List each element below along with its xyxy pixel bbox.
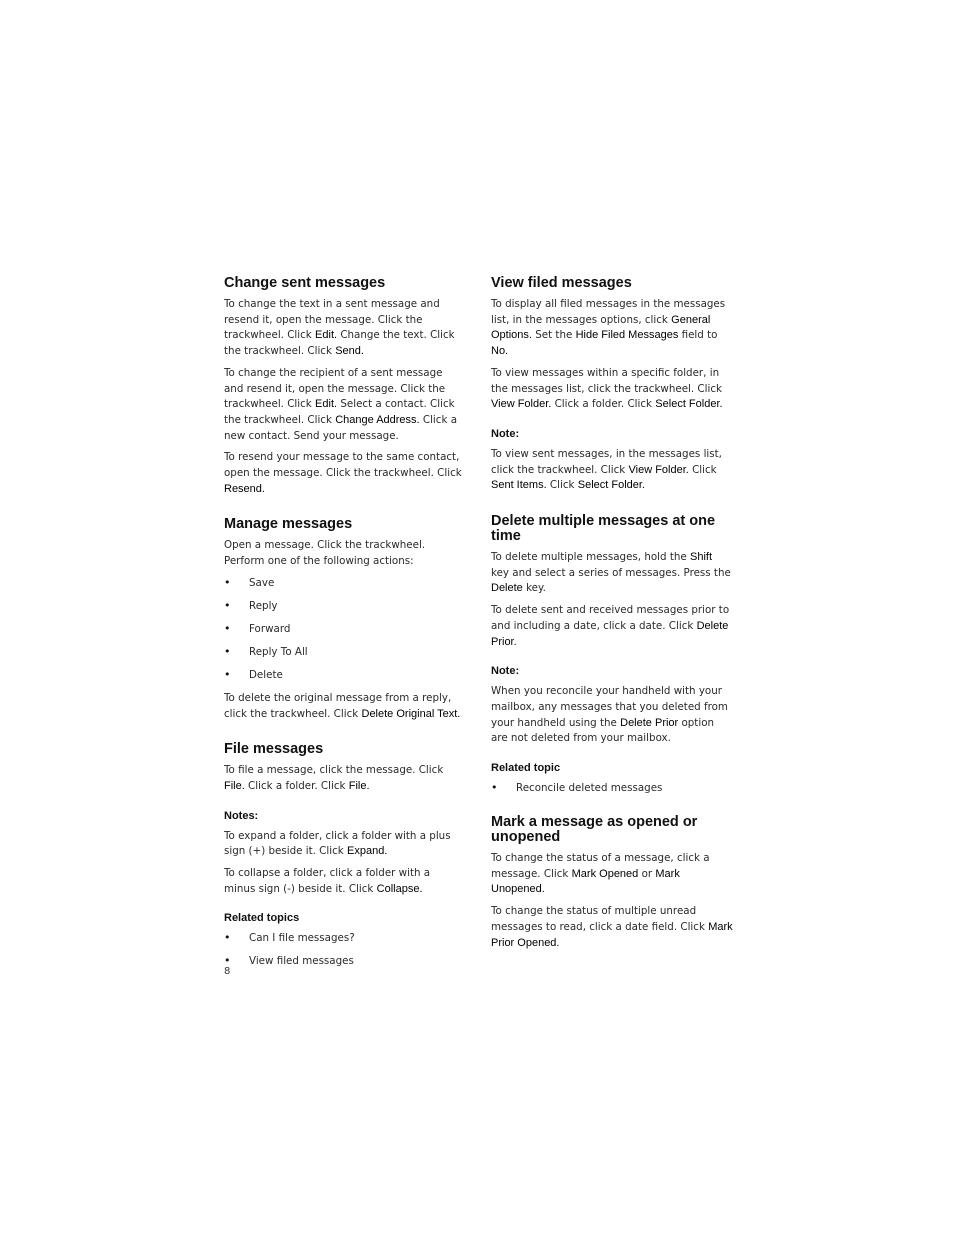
- paragraph: To file a message, click the message. Click File. Click a folder. Click File.: [224, 764, 444, 792]
- section-title: File messages: [224, 741, 324, 758]
- paragraph: To change the recipient of a sent message and resend it, open the message. Click the trackwheel. Click Edit. Select a contact. Click the trackwheel. Click Change Address. Click a new contact. Send your message.: [224, 366, 458, 442]
- related-topic-link[interactable]: • View filed messages: [224, 954, 464, 968]
- related-topic-label: Related topic: [491, 762, 561, 775]
- section-manage-messages: [224, 517, 464, 722]
- related-topic-link[interactable]: • Can I file messages?: [224, 931, 464, 945]
- page-number: 8: [224, 966, 231, 977]
- section-mark-opened-unopened: [491, 815, 733, 951]
- paragraph: To change the status of multiple unread messages to read, click a date field. Click Mark Prior Opened.: [491, 905, 733, 949]
- related-topics-list: [224, 931, 464, 968]
- paragraph: To change the status of a message, click a message. Click Mark Opened or Mark Unopened.: [491, 852, 710, 896]
- paragraph: To expand a folder, click a folder with a plus sign (+) beside it. Click Expand.: [224, 829, 451, 858]
- list-item: • Delete: [224, 668, 464, 682]
- paragraph: To view sent messages, in the messages list, click the trackwheel. Click View Folder. Click Sent Items. Click Select Folder.: [491, 447, 722, 492]
- left-column: [224, 276, 464, 988]
- related-topics-list: [491, 781, 733, 795]
- action-list: [224, 576, 464, 682]
- section-view-filed-messages: [491, 276, 733, 494]
- section-change-sent-messages: [224, 276, 464, 497]
- related-topic-link[interactable]: • Reconcile deleted messages: [491, 781, 733, 795]
- section-title: Mark a message as opened or unopened: [491, 814, 698, 846]
- related-topics-label: Related topics: [224, 912, 300, 925]
- paragraph: To delete sent and received messages prior to and including a date, click a date. Click Delete Prior.: [491, 604, 730, 648]
- section-title: Manage messages: [224, 516, 353, 533]
- paragraph: To collapse a folder, click a folder with a minus sign (-) beside it. Click Collapse.: [224, 867, 431, 895]
- paragraph: To delete the original message from a reply, click the trackwheel. Click Delete Original Text.: [224, 691, 461, 720]
- paragraph: To view messages within a specific folder, in the messages list, click the trackwheel. Click View Folder. Click a folder. Click Select Folder.: [491, 366, 723, 411]
- notes-label: Notes:: [224, 809, 259, 822]
- section-title: Delete multiple messages at one time: [491, 513, 716, 545]
- note-label: Note:: [491, 427, 520, 440]
- paragraph: To change the text in a sent message and resend it, open the message. Click the trackwheel. Click Edit. Change the text. Click the trackwheel. Click Send.: [224, 298, 455, 358]
- list-item: • Reply: [224, 599, 464, 613]
- list-item: • Reply To All: [224, 645, 464, 659]
- section-delete-multiple-messages: [491, 514, 733, 795]
- note-label: Note:: [491, 665, 520, 678]
- paragraph: To resend your message to the same contact, open the message. Click the trackwheel. Click Resend.: [224, 451, 462, 495]
- section-title: Change sent messages: [224, 275, 386, 291]
- paragraph: Open a message. Click the trackwheel. Perform one of the following actions:: [224, 539, 426, 568]
- section-title: View filed messages: [491, 275, 632, 291]
- right-column: [491, 276, 733, 971]
- list-item: • Forward: [224, 622, 464, 636]
- paragraph: To display all filed messages in the messages list, in the messages options, click General Options. Set the Hide Filed Messages field to No.: [491, 298, 726, 358]
- paragraph: To delete multiple messages, hold the Shift key and select a series of messages. Press the Delete key.: [491, 551, 731, 595]
- paragraph: When you reconcile your handheld with your mailbox, any messages that you deleted from your handheld using the Delete Prior option are not deleted from your mailbox.: [491, 685, 728, 745]
- list-item: • Save: [224, 576, 464, 590]
- section-file-messages: [224, 742, 464, 968]
